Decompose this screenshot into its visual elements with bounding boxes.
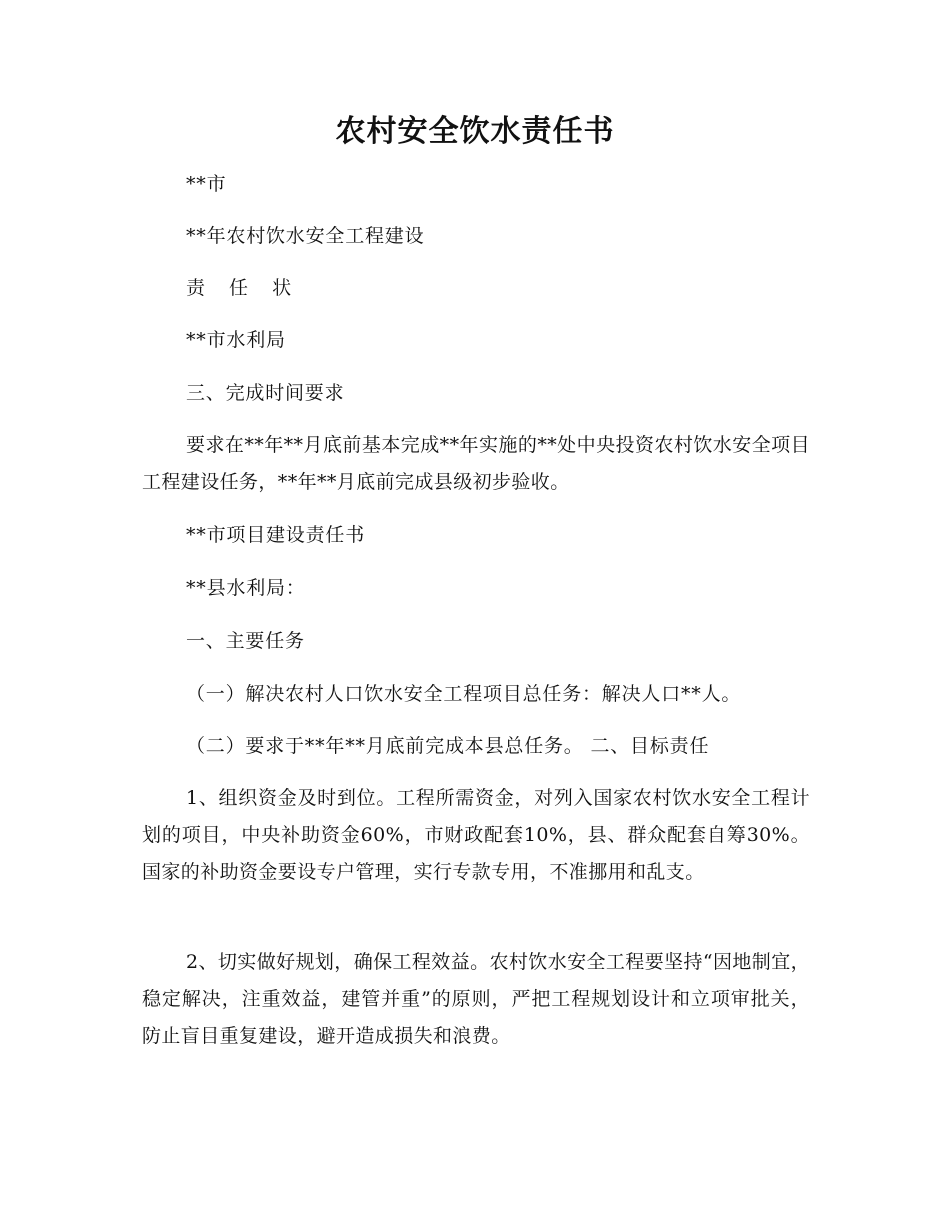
document-title: 农村安全饮水责任书: [335, 114, 615, 149]
city-line: **市: [186, 173, 227, 195]
project-responsibility-line: **市项目建设责任书: [186, 524, 366, 546]
section-one-heading: 一、主要任务: [186, 630, 305, 652]
time-requirement-paragraph: 要求在**年**月底前基本完成**年实施的**处中央投资农村饮水安全项目工程建设任务，**年**月底前完成县级初步验收。: [142, 434, 810, 493]
task-item-one: （一）解决农村人口饮水安全工程项目总任务：解决人口**人。: [186, 683, 742, 705]
recipient-line: **县水利局：: [186, 577, 306, 599]
issuer-line: **市水利局: [186, 329, 286, 351]
project-line: **年农村饮水安全工程建设: [186, 225, 425, 247]
responsibility-heading: 责 任 状: [186, 277, 301, 299]
planning-paragraph: 2、切实做好规划，确保工程效益。农村饮水安全工程要坚持“因地制宜，稳定解决，注重效益，建管并重”的原则，严把工程规划设计和立项审批关，防止盲目重复建设，避开造成损失和浪费。: [142, 951, 811, 1047]
section-three-heading: 三、完成时间要求: [186, 382, 345, 404]
funding-paragraph: 1、组织资金及时到位。工程所需资金，对列入国家农村饮水安全工程计划的项目，中央补助资金60%，市财政配套10%，县、群众配套自筹30%。国家的补助资金要设专户管理，实行专款专用，不准挪用和乱支。: [142, 787, 810, 883]
task-item-two: （二）要求于**年**月底前完成本县总任务。 二、目标责任: [186, 735, 710, 757]
